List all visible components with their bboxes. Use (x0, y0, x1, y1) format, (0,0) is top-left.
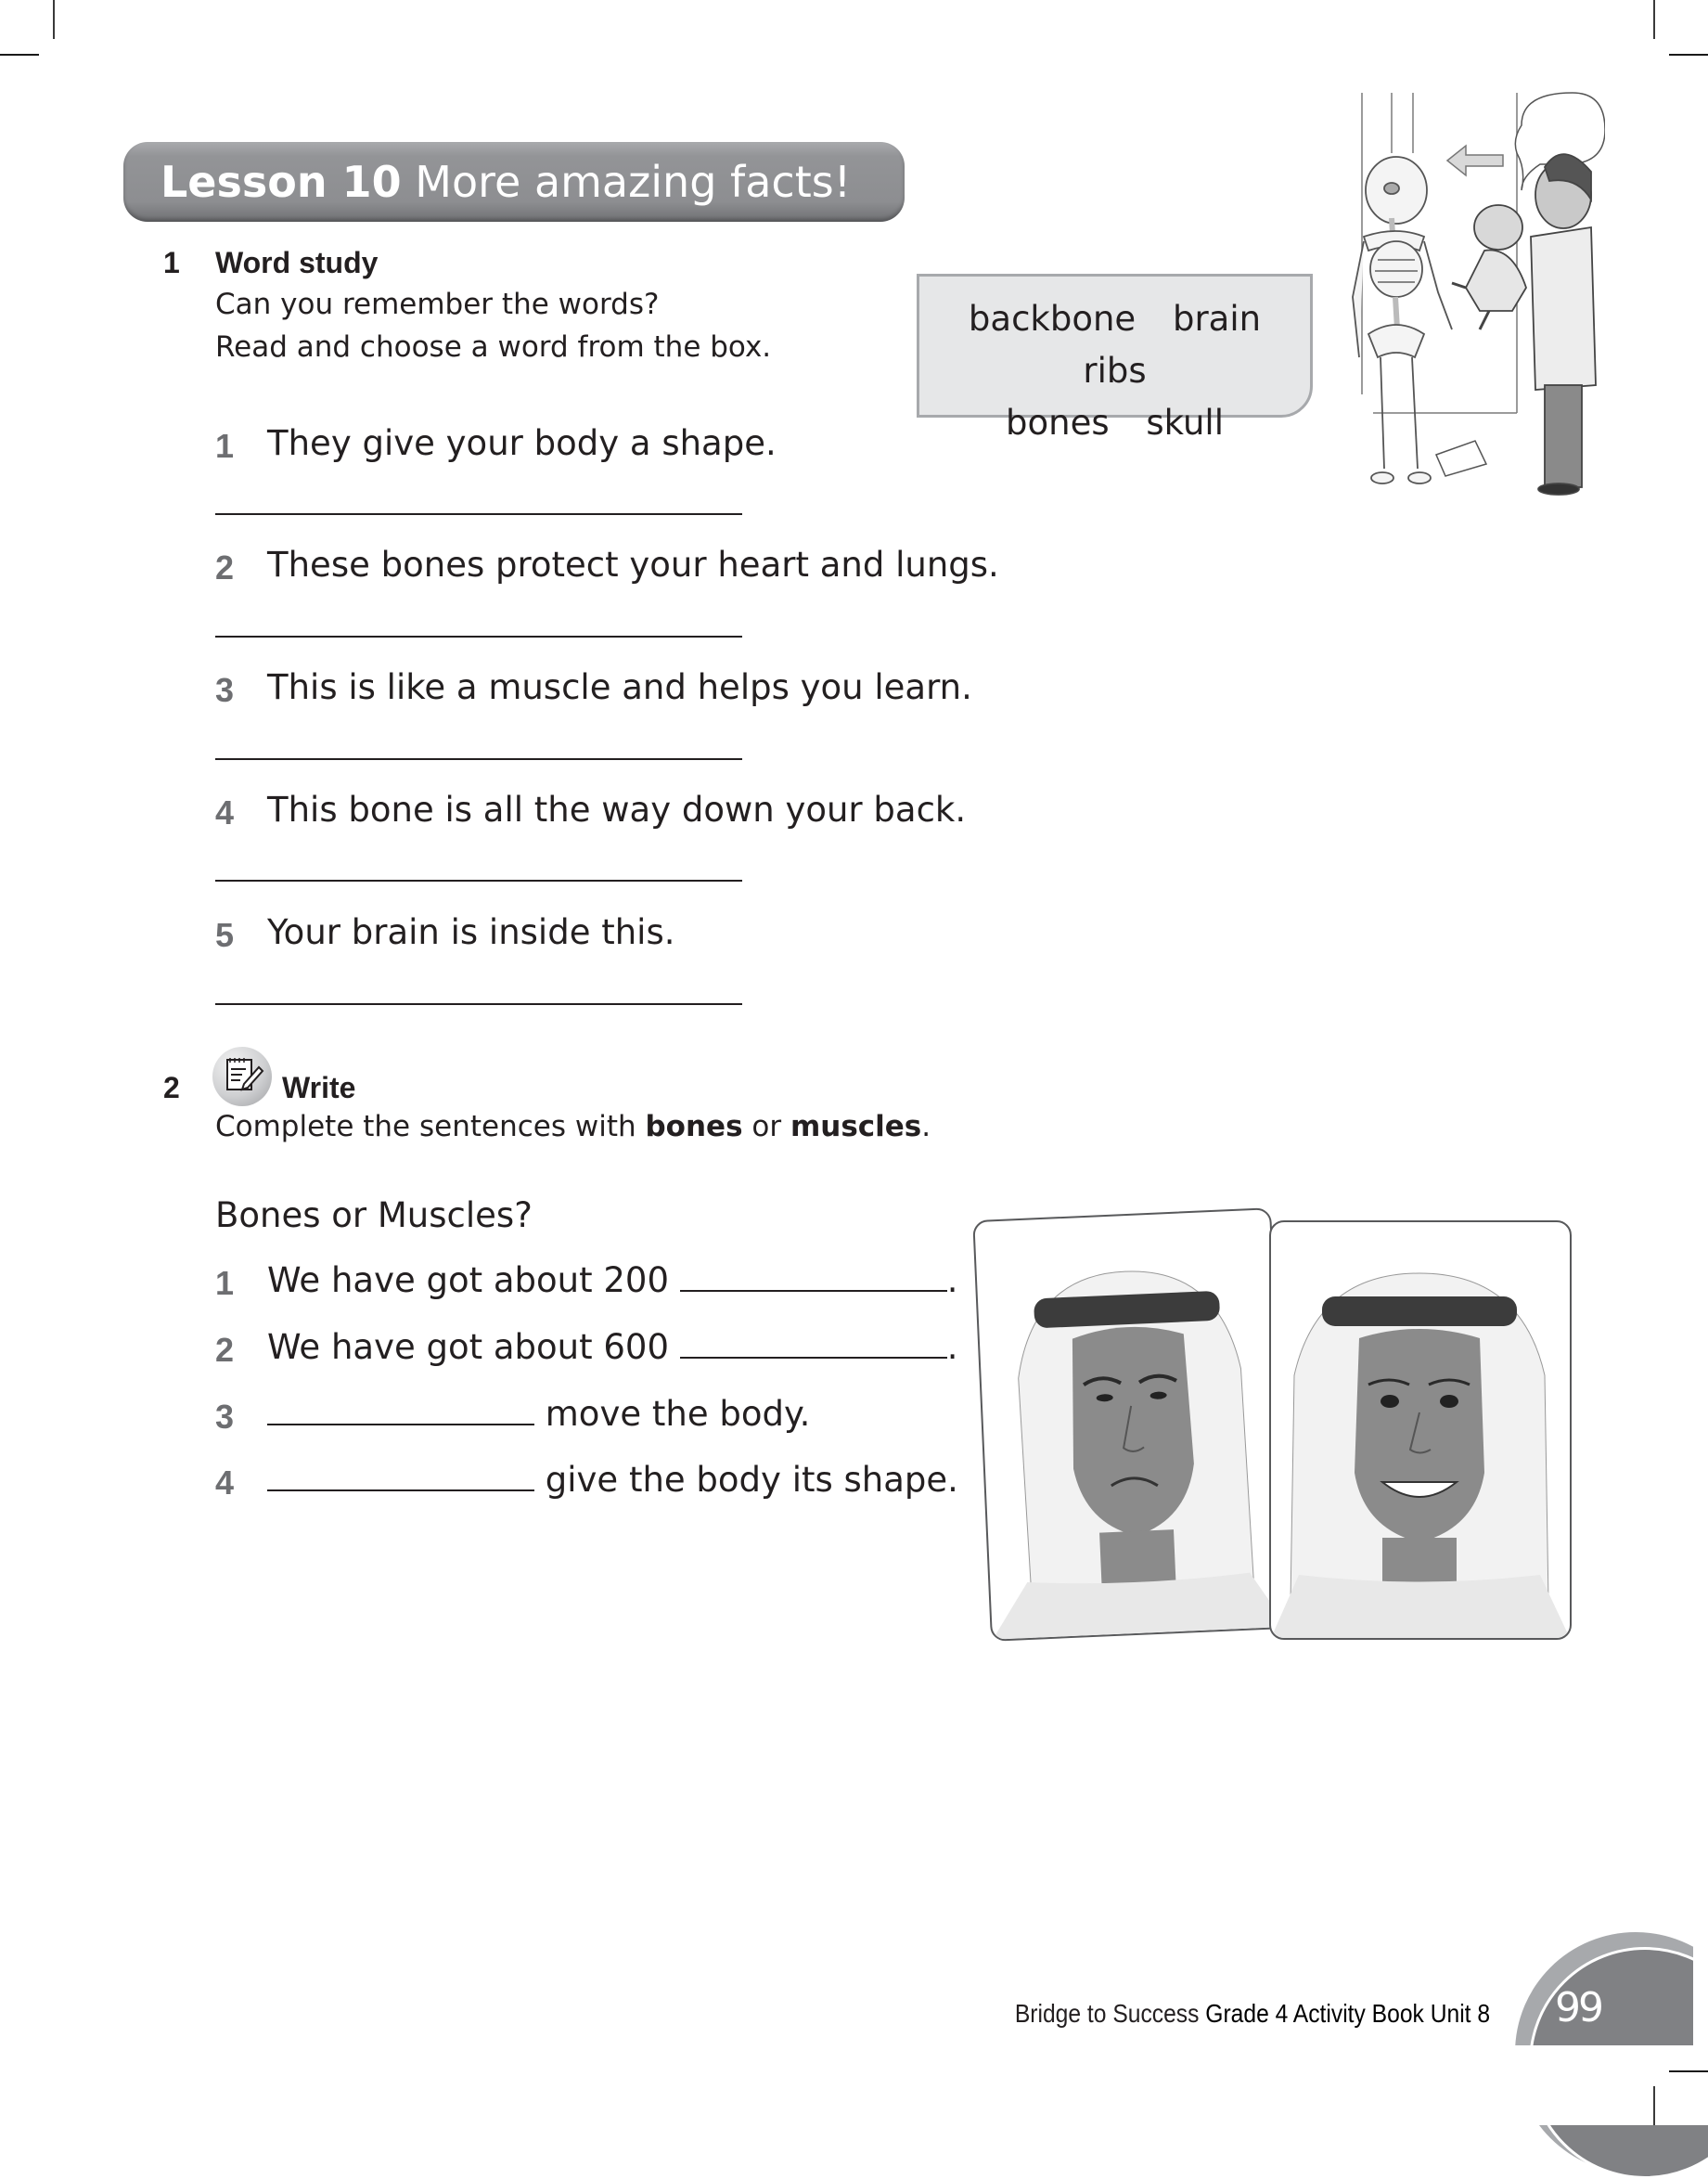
exercise-number: 1 (163, 246, 180, 279)
word-box (917, 274, 1313, 443)
word-box-row (919, 293, 1310, 397)
word-box-row (919, 397, 1310, 449)
item-number: 4 (215, 1463, 235, 1502)
instruction-line: Read and choose a word from the box. (215, 330, 772, 364)
item-number: 2 (215, 548, 235, 587)
word-option: skull (1146, 403, 1224, 443)
lesson-title: More amazing facts! (415, 157, 852, 207)
item-prompt: They give your body a shape. (267, 423, 777, 463)
item-number: 1 (215, 427, 235, 465)
word-option: ribs (1083, 351, 1147, 391)
sentence: move the body. (267, 1394, 810, 1434)
exercise-title: Write (282, 1071, 356, 1104)
sentence: give the body its shape. (267, 1460, 958, 1500)
blank-input-2[interactable] (680, 1357, 947, 1359)
exercise-title: Word study (215, 246, 379, 279)
frowning-boy-portrait-icon (972, 1207, 1289, 1642)
crop-mark (0, 54, 39, 56)
answer-line-5[interactable] (215, 1003, 742, 1005)
answer-line-4[interactable] (215, 880, 742, 882)
item-number: 4 (215, 793, 235, 832)
crop-mark (1653, 0, 1655, 39)
instruction-line: Complete the sentences with bones or muscles. (215, 1110, 931, 1143)
crop-mark (1653, 2086, 1655, 2125)
subheading: Bones or Muscles? (215, 1195, 533, 1235)
page-number: 99 (1555, 1984, 1601, 2031)
lesson-banner (123, 142, 905, 222)
lesson-label: Lesson 10 (161, 157, 402, 207)
instruction-line: Can you remember the words? (215, 288, 660, 321)
sentence: We have got about 200 . (267, 1260, 958, 1300)
item-number: 5 (215, 916, 235, 954)
crop-mark (1669, 54, 1708, 56)
blank-input-4[interactable] (267, 1489, 534, 1491)
sentence: We have got about 600 . (267, 1327, 958, 1367)
blank-input-1[interactable] (680, 1290, 947, 1292)
exercise-number: 2 (163, 1071, 180, 1104)
skeleton-and-man-holding-baby-icon (1327, 88, 1605, 506)
item-number: 2 (215, 1331, 235, 1369)
item-prompt: Your brain is inside this. (267, 912, 675, 952)
answer-line-3[interactable] (215, 758, 742, 760)
smiling-boy-portrait-icon (1269, 1220, 1572, 1640)
item-prompt: This is like a muscle and helps you learn. (267, 667, 972, 707)
word-option: bones (1006, 403, 1110, 443)
item-prompt: This bone is all the way down your back. (267, 790, 967, 830)
item-number: 3 (215, 1398, 235, 1436)
page-clip (1693, 1912, 1708, 2060)
item-prompt: These bones protect your heart and lungs. (267, 545, 999, 585)
page-clip (0, 2045, 1708, 2125)
crop-mark (1669, 2070, 1708, 2072)
item-number: 1 (215, 1264, 235, 1302)
crop-mark (53, 0, 55, 39)
blank-input-3[interactable] (267, 1424, 534, 1425)
footer-book-info: Bridge to Success Grade 4 Activity Book Unit 8 (1014, 1999, 1490, 2028)
answer-line-1[interactable] (215, 513, 742, 515)
item-number: 3 (215, 671, 235, 709)
word-option: backbone (968, 299, 1137, 339)
answer-line-2[interactable] (215, 636, 742, 638)
word-option: brain (1172, 299, 1262, 339)
write-notepad-pencil-icon (212, 1047, 272, 1106)
